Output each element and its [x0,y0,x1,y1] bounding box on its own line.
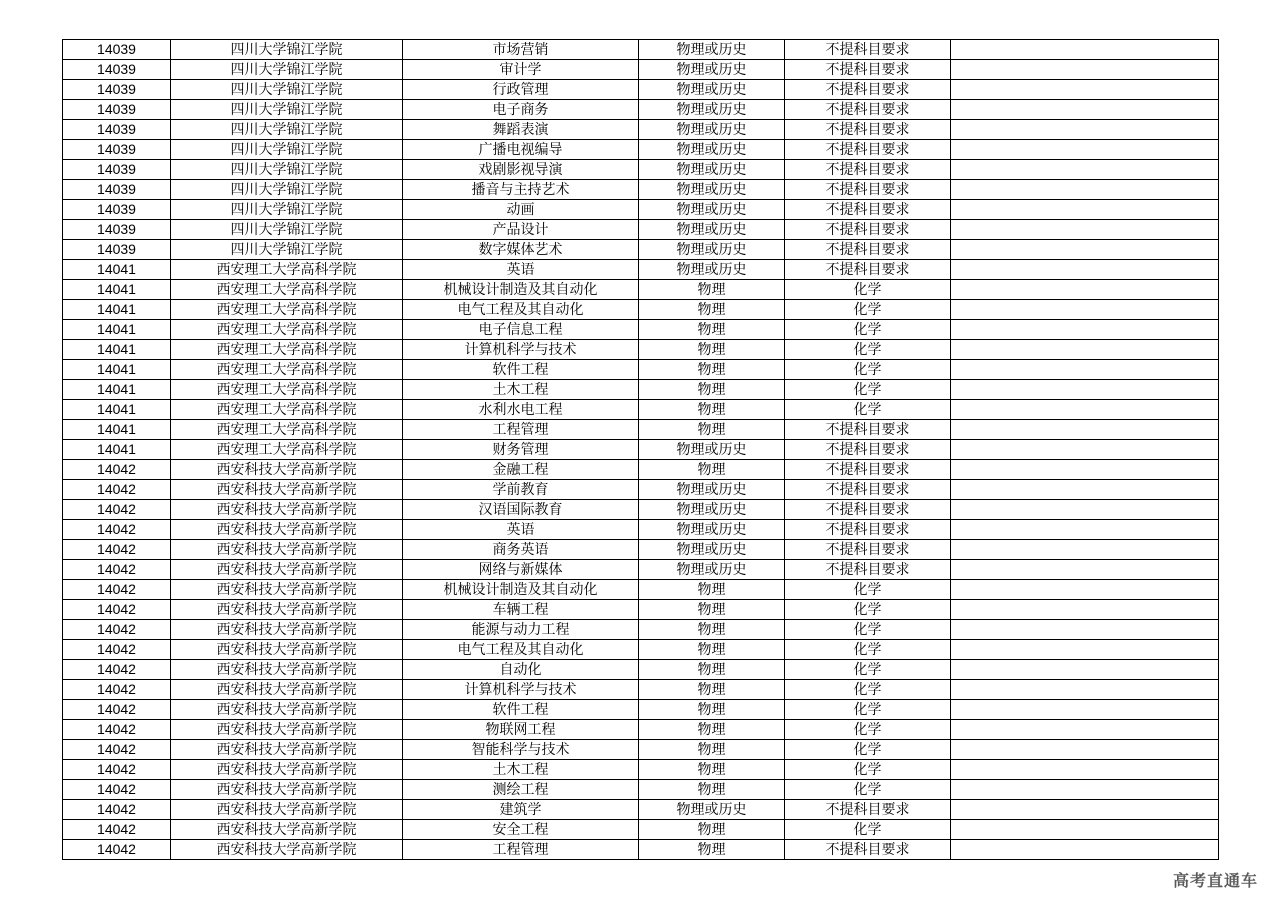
cell-code: 14039 [63,140,171,160]
cell-school: 四川大学锦江学院 [171,140,403,160]
table-row [63,340,1219,360]
cell-second-subject: 不提科目要求 [785,60,951,80]
cell-code: 14042 [63,600,171,620]
cell-blank [951,280,1219,300]
cell-code: 14042 [63,480,171,500]
cell-blank [951,540,1219,560]
cell-second-subject: 不提科目要求 [785,160,951,180]
table-row [63,820,1219,840]
cell-school: 四川大学锦江学院 [171,160,403,180]
cell-code: 14041 [63,260,171,280]
cell-second-subject: 不提科目要求 [785,460,951,480]
cell-blank [951,820,1219,840]
cell-school: 西安理工大学高科学院 [171,280,403,300]
cell-blank [951,460,1219,480]
cell-major: 能源与动力工程 [403,620,639,640]
cell-code: 14042 [63,620,171,640]
cell-code: 14042 [63,680,171,700]
table-row [63,240,1219,260]
cell-second-subject: 化学 [785,720,951,740]
cell-major: 商务英语 [403,540,639,560]
cell-major: 计算机科学与技术 [403,680,639,700]
cell-blank [951,380,1219,400]
cell-school: 西安科技大学高新学院 [171,620,403,640]
cell-major: 汉语国际教育 [403,500,639,520]
cell-blank [951,720,1219,740]
cell-major: 建筑学 [403,800,639,820]
cell-blank [951,40,1219,60]
cell-blank [951,220,1219,240]
cell-second-subject: 不提科目要求 [785,440,951,460]
table-row [63,740,1219,760]
cell-school: 西安科技大学高新学院 [171,680,403,700]
cell-school: 西安理工大学高科学院 [171,340,403,360]
cell-major: 产品设计 [403,220,639,240]
cell-first-subject: 物理 [639,740,785,760]
cell-code: 14042 [63,660,171,680]
cell-blank [951,620,1219,640]
cell-major: 机械设计制造及其自动化 [403,580,639,600]
cell-code: 14042 [63,800,171,820]
table-row [63,540,1219,560]
cell-second-subject: 不提科目要求 [785,560,951,580]
cell-code: 14042 [63,840,171,860]
cell-first-subject: 物理 [639,340,785,360]
cell-first-subject: 物理 [639,460,785,480]
cell-second-subject: 不提科目要求 [785,140,951,160]
table-row [63,420,1219,440]
cell-first-subject: 物理 [639,380,785,400]
cell-blank [951,400,1219,420]
table-row [63,780,1219,800]
cell-code: 14041 [63,380,171,400]
cell-second-subject: 不提科目要求 [785,520,951,540]
cell-blank [951,700,1219,720]
cell-blank [951,500,1219,520]
cell-first-subject: 物理或历史 [639,100,785,120]
cell-second-subject: 不提科目要求 [785,240,951,260]
cell-second-subject: 化学 [785,660,951,680]
cell-second-subject: 不提科目要求 [785,800,951,820]
cell-major: 车辆工程 [403,600,639,620]
cell-school: 四川大学锦江学院 [171,220,403,240]
cell-code: 14042 [63,760,171,780]
cell-school: 西安科技大学高新学院 [171,700,403,720]
cell-code: 14042 [63,540,171,560]
cell-first-subject: 物理 [639,680,785,700]
cell-school: 西安科技大学高新学院 [171,480,403,500]
cell-first-subject: 物理或历史 [639,200,785,220]
cell-major: 英语 [403,260,639,280]
cell-code: 14042 [63,640,171,660]
cell-code: 14042 [63,740,171,760]
cell-major: 机械设计制造及其自动化 [403,280,639,300]
table-row [63,160,1219,180]
cell-school: 西安科技大学高新学院 [171,780,403,800]
cell-school: 西安科技大学高新学院 [171,740,403,760]
table-row [63,660,1219,680]
cell-school: 四川大学锦江学院 [171,180,403,200]
cell-school: 西安科技大学高新学院 [171,760,403,780]
cell-code: 14041 [63,400,171,420]
cell-code: 14042 [63,500,171,520]
cell-first-subject: 物理 [639,700,785,720]
cell-code: 14039 [63,100,171,120]
cell-first-subject: 物理或历史 [639,180,785,200]
cell-second-subject: 不提科目要求 [785,120,951,140]
cell-school: 西安科技大学高新学院 [171,540,403,560]
cell-major: 土木工程 [403,380,639,400]
cell-school: 西安科技大学高新学院 [171,460,403,480]
cell-second-subject: 不提科目要求 [785,40,951,60]
table-row [63,460,1219,480]
table-row [63,140,1219,160]
cell-school: 四川大学锦江学院 [171,100,403,120]
cell-major: 财务管理 [403,440,639,460]
cell-first-subject: 物理 [639,640,785,660]
cell-first-subject: 物理或历史 [639,800,785,820]
cell-school: 西安理工大学高科学院 [171,380,403,400]
cell-blank [951,600,1219,620]
table-row [63,520,1219,540]
cell-code: 14041 [63,440,171,460]
cell-blank [951,580,1219,600]
cell-school: 西安理工大学高科学院 [171,440,403,460]
cell-first-subject: 物理或历史 [639,260,785,280]
cell-second-subject: 化学 [785,300,951,320]
table-row [63,720,1219,740]
cell-school: 西安理工大学高科学院 [171,360,403,380]
cell-second-subject: 化学 [785,700,951,720]
table-row [63,480,1219,500]
cell-major: 金融工程 [403,460,639,480]
cell-second-subject: 不提科目要求 [785,200,951,220]
cell-second-subject: 化学 [785,640,951,660]
cell-code: 14039 [63,40,171,60]
cell-major: 电子商务 [403,100,639,120]
cell-major: 电气工程及其自动化 [403,640,639,660]
cell-major: 行政管理 [403,80,639,100]
cell-first-subject: 物理或历史 [639,120,785,140]
table-row [63,760,1219,780]
cell-school: 西安科技大学高新学院 [171,820,403,840]
table-row [63,300,1219,320]
cell-blank [951,800,1219,820]
cell-blank [951,360,1219,380]
cell-first-subject: 物理或历史 [639,160,785,180]
cell-major: 水利水电工程 [403,400,639,420]
cell-school: 西安科技大学高新学院 [171,560,403,580]
cell-school: 四川大学锦江学院 [171,40,403,60]
cell-second-subject: 不提科目要求 [785,840,951,860]
cell-major: 电气工程及其自动化 [403,300,639,320]
cell-code: 14041 [63,360,171,380]
table-row [63,560,1219,580]
table-row [63,440,1219,460]
cell-blank [951,140,1219,160]
table-row [63,320,1219,340]
cell-first-subject: 物理或历史 [639,60,785,80]
cell-blank [951,320,1219,340]
cell-second-subject: 化学 [785,680,951,700]
cell-first-subject: 物理 [639,580,785,600]
cell-first-subject: 物理 [639,600,785,620]
cell-blank [951,120,1219,140]
cell-blank [951,260,1219,280]
cell-school: 西安科技大学高新学院 [171,840,403,860]
table-row [63,200,1219,220]
table-row [63,220,1219,240]
cell-second-subject: 不提科目要求 [785,80,951,100]
cell-first-subject: 物理 [639,300,785,320]
cell-blank [951,80,1219,100]
cell-school: 四川大学锦江学院 [171,200,403,220]
cell-major: 智能科学与技术 [403,740,639,760]
cell-first-subject: 物理 [639,280,785,300]
cell-second-subject: 化学 [785,320,951,340]
cell-second-subject: 化学 [785,360,951,380]
table-row [63,840,1219,860]
cell-blank [951,740,1219,760]
cell-school: 四川大学锦江学院 [171,240,403,260]
cell-code: 14039 [63,60,171,80]
cell-code: 14042 [63,560,171,580]
cell-major: 工程管理 [403,840,639,860]
cell-second-subject: 化学 [785,780,951,800]
table-row [63,700,1219,720]
cell-blank [951,340,1219,360]
majors-table-body [63,40,1219,860]
cell-first-subject: 物理 [639,360,785,380]
cell-first-subject: 物理或历史 [639,560,785,580]
cell-code: 14039 [63,120,171,140]
watermark-label: 高考直通车 [1172,873,1258,890]
majors-table [62,39,1219,860]
table-row [63,100,1219,120]
cell-major: 工程管理 [403,420,639,440]
cell-first-subject: 物理 [639,660,785,680]
cell-school: 西安科技大学高新学院 [171,800,403,820]
cell-second-subject: 化学 [785,280,951,300]
cell-second-subject: 化学 [785,740,951,760]
cell-second-subject: 化学 [785,760,951,780]
cell-second-subject: 不提科目要求 [785,260,951,280]
cell-first-subject: 物理 [639,720,785,740]
table-row [63,60,1219,80]
table-row [63,180,1219,200]
cell-school: 西安理工大学高科学院 [171,300,403,320]
cell-second-subject: 化学 [785,820,951,840]
cell-first-subject: 物理 [639,820,785,840]
table-row [63,40,1219,60]
cell-first-subject: 物理 [639,780,785,800]
cell-code: 14039 [63,80,171,100]
cell-blank [951,640,1219,660]
table-row [63,500,1219,520]
cell-major: 学前教育 [403,480,639,500]
table-row [63,80,1219,100]
cell-first-subject: 物理 [639,840,785,860]
cell-blank [951,440,1219,460]
cell-blank [951,60,1219,80]
cell-first-subject: 物理或历史 [639,40,785,60]
cell-major: 计算机科学与技术 [403,340,639,360]
cell-blank [951,180,1219,200]
table-row [63,380,1219,400]
cell-first-subject: 物理 [639,400,785,420]
cell-code: 14041 [63,280,171,300]
cell-first-subject: 物理或历史 [639,520,785,540]
cell-school: 西安理工大学高科学院 [171,400,403,420]
cell-school: 西安科技大学高新学院 [171,660,403,680]
cell-major: 安全工程 [403,820,639,840]
cell-first-subject: 物理 [639,620,785,640]
cell-first-subject: 物理或历史 [639,540,785,560]
cell-code: 14042 [63,720,171,740]
cell-major: 市场营销 [403,40,639,60]
table-row [63,280,1219,300]
cell-second-subject: 不提科目要求 [785,540,951,560]
cell-major: 土木工程 [403,760,639,780]
cell-major: 英语 [403,520,639,540]
cell-major: 播音与主持艺术 [403,180,639,200]
table-row [63,580,1219,600]
cell-code: 14042 [63,520,171,540]
cell-major: 软件工程 [403,700,639,720]
table-row [63,800,1219,820]
cell-major: 物联网工程 [403,720,639,740]
cell-school: 西安科技大学高新学院 [171,640,403,660]
cell-first-subject: 物理 [639,760,785,780]
cell-code: 14041 [63,320,171,340]
table-row [63,680,1219,700]
cell-school: 西安科技大学高新学院 [171,520,403,540]
table-row [63,260,1219,280]
cell-code: 14042 [63,580,171,600]
table-row [63,360,1219,380]
cell-code: 14039 [63,240,171,260]
cell-first-subject: 物理或历史 [639,500,785,520]
cell-school: 西安科技大学高新学院 [171,600,403,620]
cell-school: 四川大学锦江学院 [171,80,403,100]
cell-first-subject: 物理或历史 [639,220,785,240]
cell-second-subject: 不提科目要求 [785,500,951,520]
table-row [63,620,1219,640]
cell-school: 西安科技大学高新学院 [171,720,403,740]
cell-first-subject: 物理或历史 [639,140,785,160]
cell-code: 14042 [63,460,171,480]
cell-blank [951,560,1219,580]
cell-major: 舞蹈表演 [403,120,639,140]
cell-major: 软件工程 [403,360,639,380]
cell-first-subject: 物理或历史 [639,440,785,460]
cell-major: 动画 [403,200,639,220]
cell-blank [951,840,1219,860]
table-row [63,600,1219,620]
cell-second-subject: 不提科目要求 [785,180,951,200]
cell-first-subject: 物理或历史 [639,480,785,500]
cell-first-subject: 物理 [639,320,785,340]
cell-second-subject: 化学 [785,400,951,420]
cell-school: 西安科技大学高新学院 [171,500,403,520]
cell-second-subject: 化学 [785,620,951,640]
cell-school: 四川大学锦江学院 [171,120,403,140]
cell-code: 14041 [63,340,171,360]
table-row [63,400,1219,420]
cell-major: 戏剧影视导演 [403,160,639,180]
cell-school: 四川大学锦江学院 [171,60,403,80]
cell-code: 14039 [63,200,171,220]
cell-second-subject: 化学 [785,580,951,600]
cell-major: 数字媒体艺术 [403,240,639,260]
cell-code: 14039 [63,180,171,200]
cell-first-subject: 物理或历史 [639,240,785,260]
cell-major: 自动化 [403,660,639,680]
cell-school: 西安理工大学高科学院 [171,320,403,340]
cell-second-subject: 化学 [785,340,951,360]
table-row [63,640,1219,660]
cell-major: 广播电视编导 [403,140,639,160]
cell-code: 14039 [63,160,171,180]
cell-blank [951,160,1219,180]
cell-blank [951,200,1219,220]
cell-blank [951,660,1219,680]
cell-major: 测绘工程 [403,780,639,800]
cell-blank [951,780,1219,800]
cell-code: 14042 [63,700,171,720]
cell-blank [951,300,1219,320]
cell-blank [951,480,1219,500]
cell-second-subject: 不提科目要求 [785,420,951,440]
cell-blank [951,760,1219,780]
cell-first-subject: 物理或历史 [639,80,785,100]
cell-school: 西安科技大学高新学院 [171,580,403,600]
cell-major: 审计学 [403,60,639,80]
cell-second-subject: 不提科目要求 [785,480,951,500]
cell-second-subject: 化学 [785,600,951,620]
cell-second-subject: 不提科目要求 [785,220,951,240]
cell-blank [951,520,1219,540]
cell-major: 电子信息工程 [403,320,639,340]
cell-code: 14041 [63,300,171,320]
cell-second-subject: 不提科目要求 [785,100,951,120]
cell-code: 14039 [63,220,171,240]
cell-major: 网络与新媒体 [403,560,639,580]
cell-code: 14042 [63,780,171,800]
cell-school: 西安理工大学高科学院 [171,420,403,440]
cell-blank [951,240,1219,260]
table-row [63,120,1219,140]
cell-first-subject: 物理 [639,420,785,440]
cell-second-subject: 化学 [785,380,951,400]
cell-code: 14041 [63,420,171,440]
cell-school: 西安理工大学高科学院 [171,260,403,280]
cell-code: 14042 [63,820,171,840]
cell-blank [951,680,1219,700]
cell-blank [951,100,1219,120]
cell-blank [951,420,1219,440]
